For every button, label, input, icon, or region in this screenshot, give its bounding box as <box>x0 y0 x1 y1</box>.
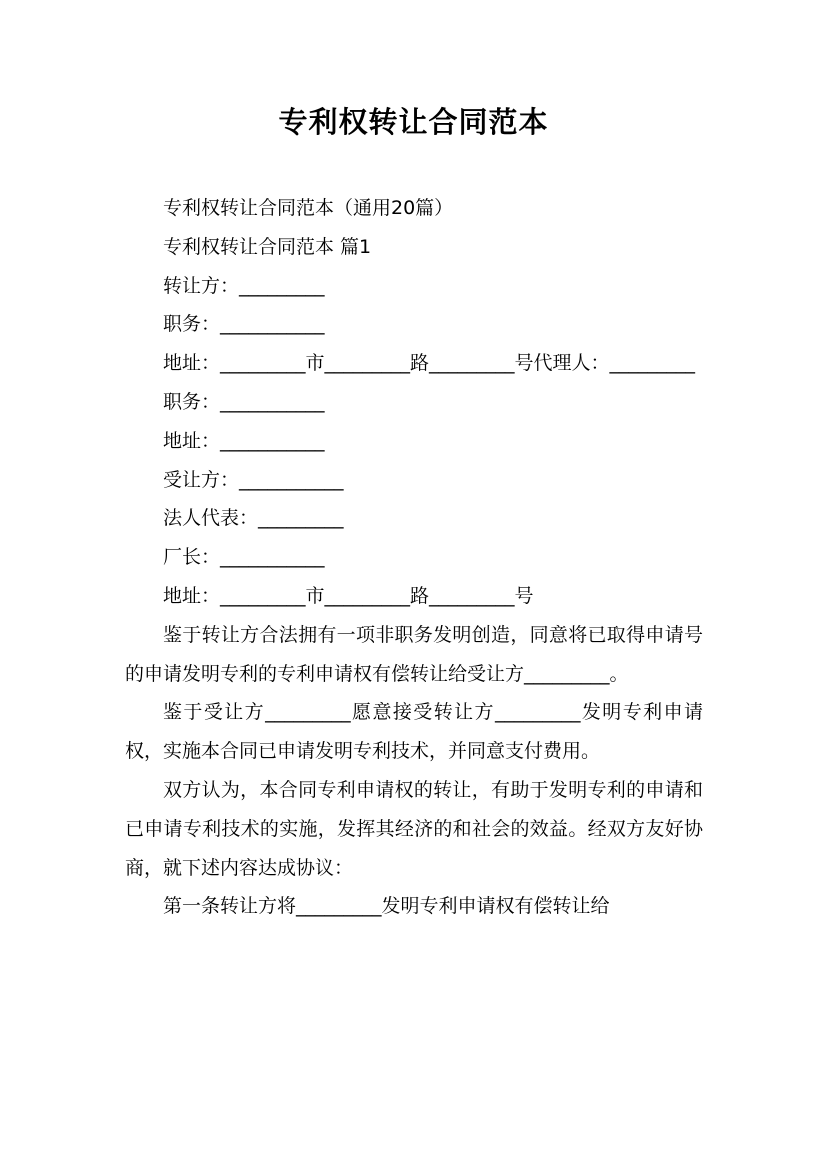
transferor-position-line: 职务：___________ <box>163 313 325 336</box>
paragraph-agreement: 双方认为，本合同专利申请权的转让，有助于发明专利的申请和已申请专利技术的实施，发挥其经济的和社会的效益。经双方友好协商，就下述内容达成协议： <box>125 778 703 879</box>
transferor-address-line: 地址：_________市_________路_________号代理人：_________ <box>163 352 696 375</box>
document-body <box>125 189 703 926</box>
agent-position-line: 职务：___________ <box>163 390 325 413</box>
document-title: 专利权转让合同范本 <box>278 105 549 139</box>
factory-director-line: 厂长：___________ <box>163 546 325 569</box>
section-heading: 专利权转让合同范本 篇1 <box>163 235 372 258</box>
legal-representative-line: 法人代表：_________ <box>163 507 344 530</box>
paragraph-whereas-transferee: 鉴于受让方_________愿意接受转让方_________发明专利申请权，实施本合同已申请发明专利技术，并同意支付费用。 <box>125 701 703 763</box>
transferee-line: 受让方：___________ <box>163 468 344 491</box>
paragraph-whereas-transferor: 鉴于转让方合法拥有一项非职务发明创造，同意将已取得申请号的申请发明专利的专利申请权有偿转让给受让方_________。 <box>125 623 703 685</box>
transferee-address-line: 地址：_________市_________路_________号 <box>163 584 534 607</box>
subtitle-line: 专利权转让合同范本（通用20篇） <box>163 197 454 219</box>
agent-address-line: 地址：___________ <box>163 429 325 452</box>
paragraph-article-one: 第一条转让方将_________发明专利申请权有偿转让给 <box>163 895 610 918</box>
transferor-line: 转让方：_________ <box>163 274 325 297</box>
